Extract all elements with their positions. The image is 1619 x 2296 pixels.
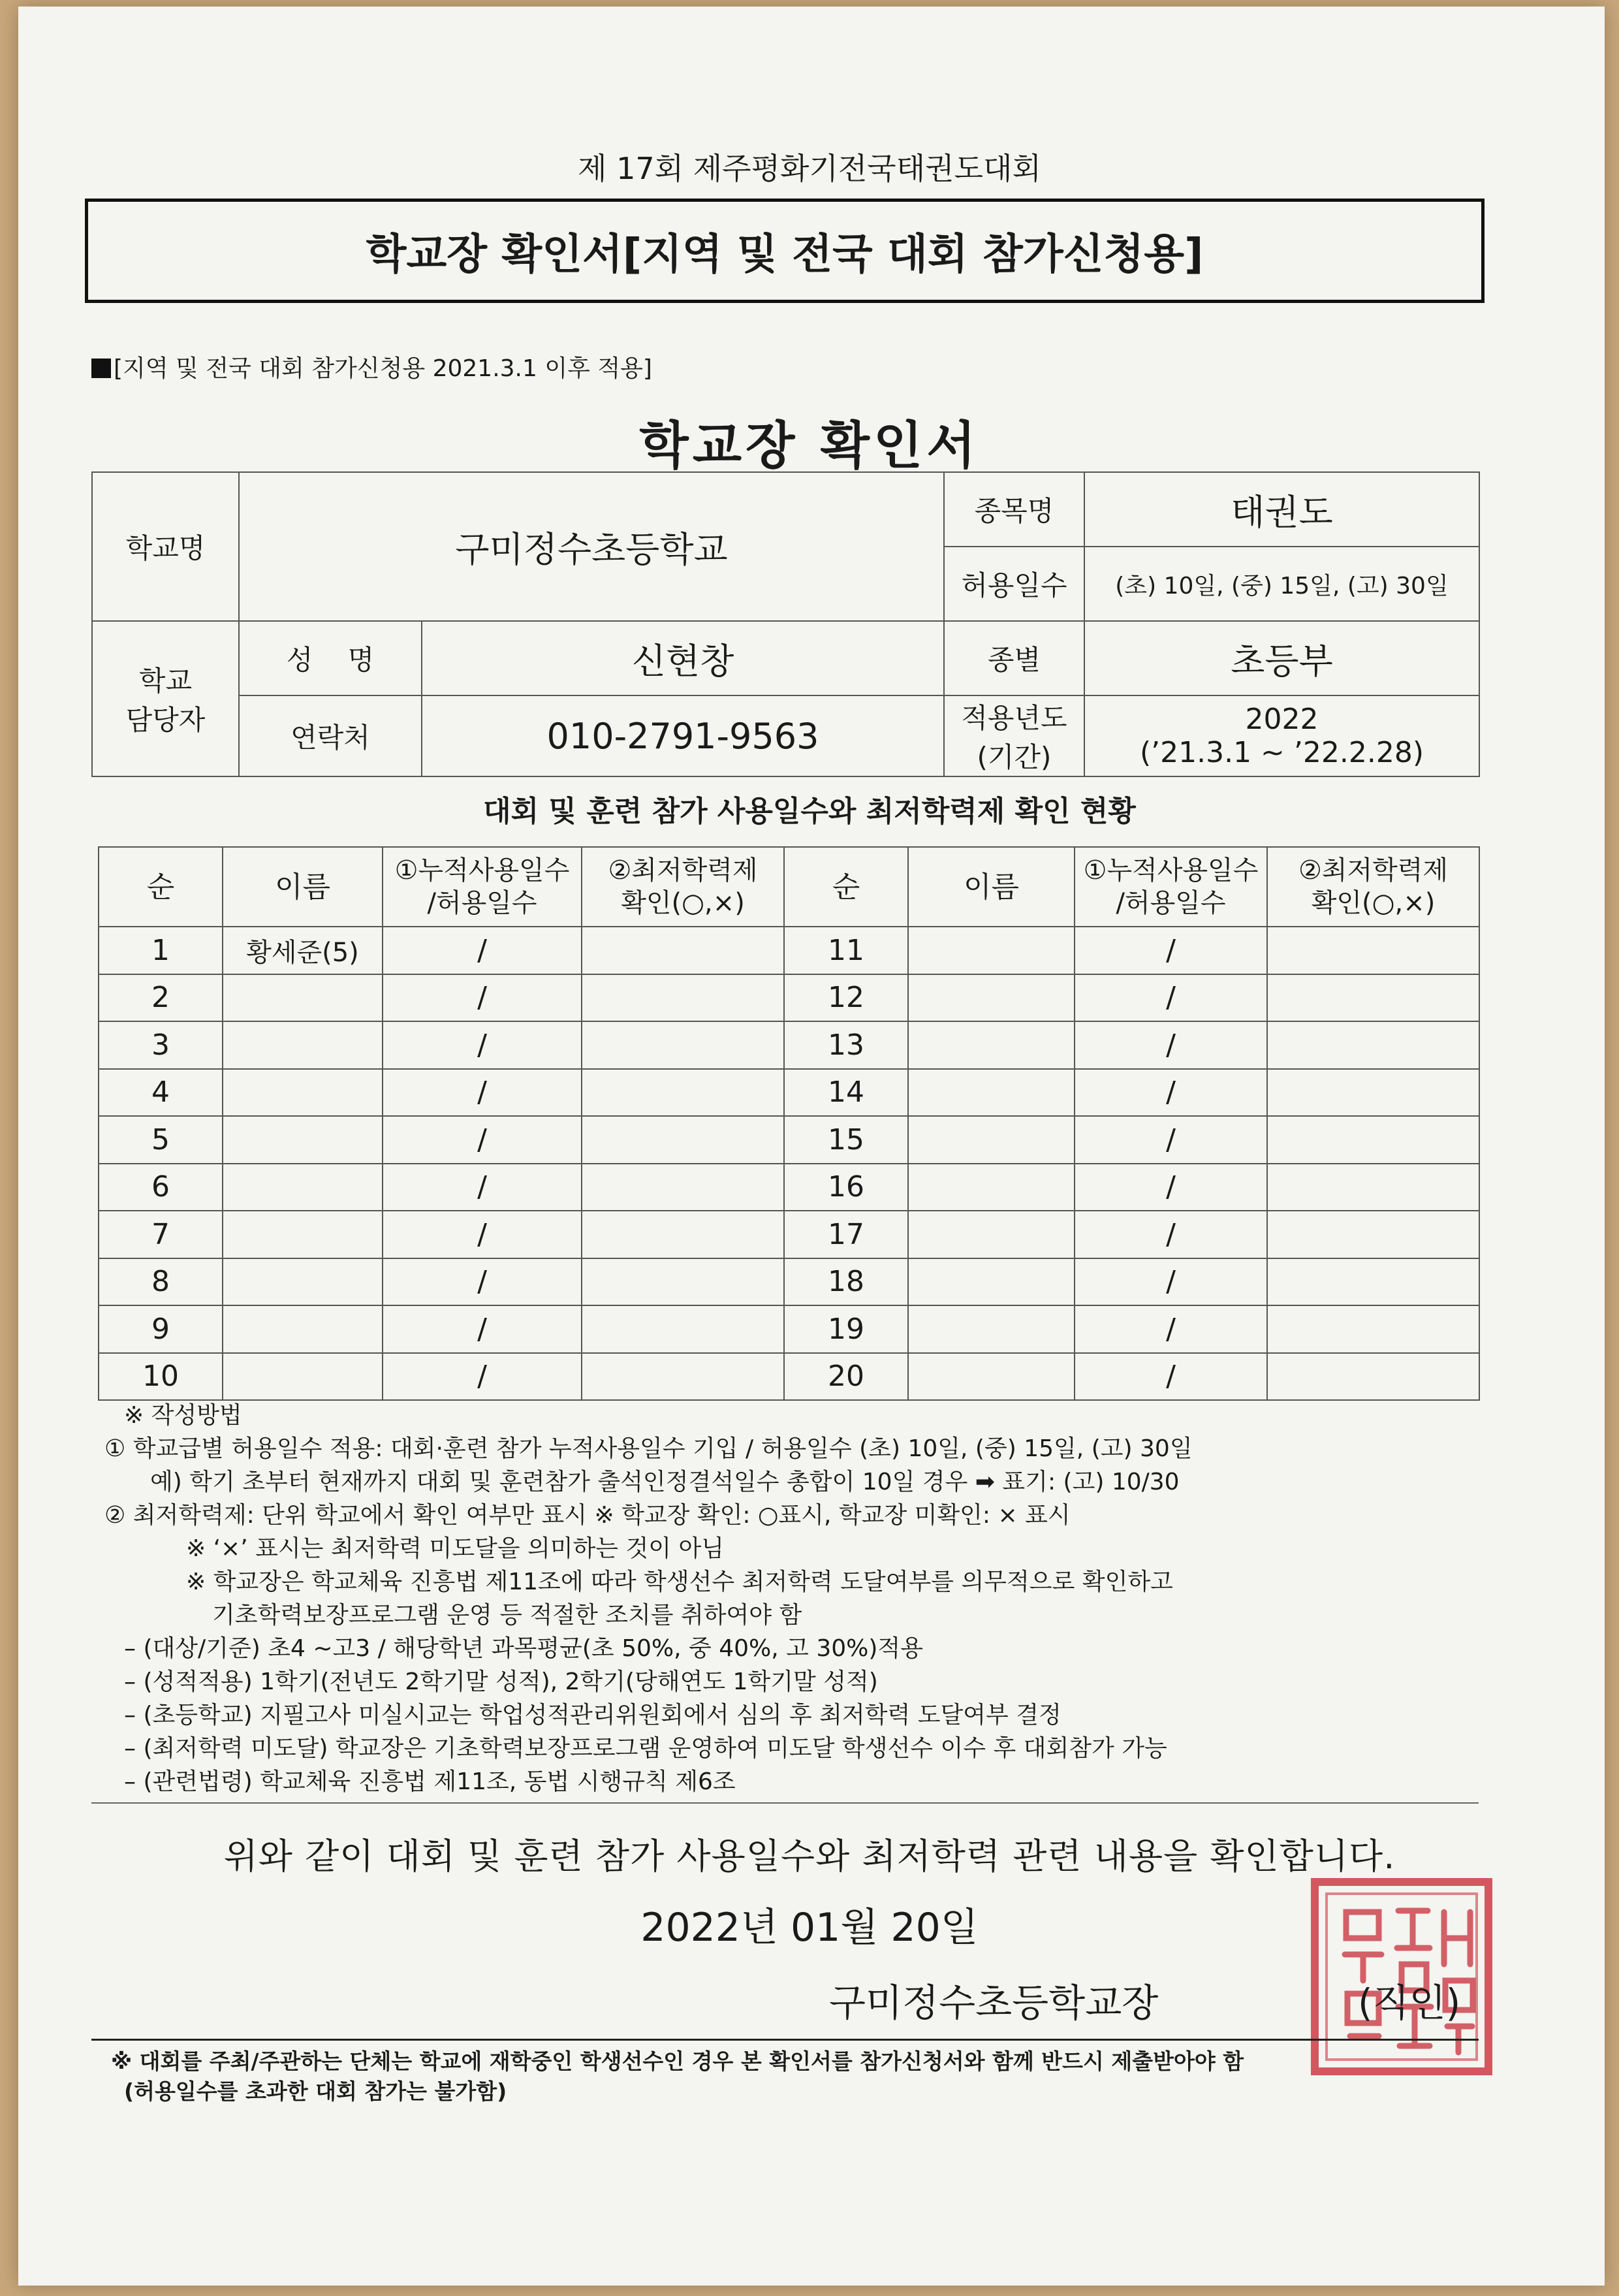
manager-name-value: 신현창 [422,621,944,695]
min-academic-check-cell [1267,1305,1479,1353]
min-academic-check-cell [582,1164,784,1211]
allowed-days-value: (초) 10일, (중) 15일, (고) 30일 [1084,547,1479,621]
detail-elementary: – (초등학교) 지필고사 미실시교는 학업성적관리위원회에서 심의 후 최저학력 도달여부 결정 [124,1702,1061,1729]
usage-days-cell: / [1075,1116,1267,1164]
school-manager-label [92,621,239,776]
usage-rows-left [99,927,784,1400]
table-row [784,1116,1479,1164]
student-name-cell: 황세준(5) [223,927,383,974]
row-number-cell: 7 [99,1211,223,1258]
footer-divider [91,2039,1479,2041]
table-row [784,974,1479,1022]
issue-date: 2022년 01월 20일 [640,1905,979,1951]
row-number-cell: 3 [99,1021,223,1069]
table-row [99,1164,784,1211]
table-row [99,1069,784,1117]
footer-line-2: (허용일수를 초과한 대회 참가는 불가함) [124,2079,507,2104]
confirmation-statement: 위와 같이 대회 및 훈련 참가 사용일수와 최저학력 관련 내용을 확인합니다. [223,1836,1396,1877]
usage-table-right [783,846,1480,1401]
usage-days-cell: / [1075,1211,1267,1258]
min-academic-check-cell [1267,1116,1479,1164]
detail-target: – (대상/기준) 초4 ~고3 / 해당학년 과목평균(초 50%, 중 40%, 고 30%)적용 [124,1635,923,1662]
row-number-cell: 9 [99,1305,223,1353]
min-academic-check-cell [582,1305,784,1353]
instruction-2-note-b: ※ 학교장은 학교체육 진흥법 제11조에 따라 학생선수 최저학력 도달여부를 의무적으로 확인하고 [186,1569,1173,1595]
school-name-value: 구미정수초등학교 [239,472,944,621]
row-number-cell: 11 [784,927,908,974]
detail-grades: – (성적적용) 1학기(전년도 2학기말 성적), 2학기(당해연도 1학기말 성적) [124,1668,878,1695]
student-name-cell [908,927,1075,974]
row-number-cell: 4 [99,1069,223,1117]
col-min-header [582,847,784,927]
document-title: 학교장 확인서 [639,417,980,475]
table-row [99,1021,784,1069]
event-title: 제 17회 제주평화기전국태권도대회 [578,151,1041,186]
row-number-cell: 15 [784,1116,908,1164]
table-row [99,974,784,1022]
min-academic-check-cell [582,1116,784,1164]
table-row [784,1164,1479,1211]
student-name-cell [223,974,383,1022]
usage-days-cell: / [383,1069,582,1117]
usage-days-cell: / [383,1164,582,1211]
student-name-cell [223,1069,383,1117]
usage-days-cell: / [1075,1305,1267,1353]
min-academic-check-cell [1267,1021,1479,1069]
student-name-cell [908,1258,1075,1306]
manager-label-line1: 학교 [138,665,193,697]
division-value: 초등부 [1084,621,1479,695]
min-academic-check-cell [582,1211,784,1258]
period-year: 2022 [1245,703,1319,736]
apply-note [91,350,652,383]
min-academic-check-cell [582,1069,784,1117]
min-academic-check-cell [582,927,784,974]
table-row [784,1211,1479,1258]
student-name-cell [223,1211,383,1258]
row-number-cell: 12 [784,974,908,1022]
row-number-cell: 13 [784,1021,908,1069]
table-row [784,1258,1479,1306]
min-academic-check-cell [1267,974,1479,1022]
row-number-cell: 8 [99,1258,223,1306]
usage-days-cell: / [383,1021,582,1069]
allowed-days-label: 허용일수 [944,547,1084,621]
divider [91,1802,1479,1804]
col-no-header: 순 [784,847,908,927]
min-academic-check-cell [1267,927,1479,974]
row-number-cell: 5 [99,1116,223,1164]
min-academic-check-cell [582,1258,784,1306]
table-row [784,927,1479,974]
apply-note-text: [지역 및 전국 대회 참가신청용 2021.3.1 이후 적용] [114,355,652,382]
table-row [99,927,784,974]
footer-note [111,2047,1495,2107]
manager-label-line2: 담당자 [125,704,206,736]
col-name-header: 이름 [223,847,383,927]
instruction-2: ② 최저학력제: 단위 학교에서 확인 여부만 표시 ※ 학교장 확인: ○표시, 학교장 미확인: × 표시 [104,1502,1071,1529]
instructions [104,1399,1501,1798]
sport-value: 태권도 [1084,472,1479,547]
instruction-1-example: 예) 학기 초부터 현재까지 대회 및 훈련참가 출석인정결석일수 총합이 10일 경우 ➡ 표기: (고) 10/30 [150,1469,1180,1495]
student-name-cell [223,1164,383,1211]
col-days-header [1075,847,1267,927]
table-row [99,1353,784,1401]
min-academic-check-cell [1267,1211,1479,1258]
table-row [784,1021,1479,1069]
period-label [944,695,1084,776]
min-academic-check-cell [1267,1069,1479,1117]
row-number-cell: 10 [99,1353,223,1401]
min-header-line2: 확인(○,×) [621,888,745,918]
usage-days-cell: / [383,1116,582,1164]
col-name-header: 이름 [908,847,1075,927]
period-range: (’21.3.1 ~ ’22.2.28) [1139,736,1424,769]
row-number-cell: 16 [784,1164,908,1211]
student-name-cell [908,1353,1075,1401]
period-label-line2: (기간) [977,741,1052,773]
usage-rows-right [784,927,1479,1400]
table-row [99,1258,784,1306]
table-row [784,1305,1479,1353]
student-name-cell [908,1116,1075,1164]
instruction-1: ① 학교급별 허용일수 적용: 대회·훈련 참가 누적사용일수 기입 / 허용일수 (초) 10일, (중) 15일, (고) 30일 [104,1435,1193,1462]
student-name-cell [908,1211,1075,1258]
contact-value: 010-2791-9563 [422,695,944,776]
min-academic-check-cell [1267,1353,1479,1401]
student-name-cell [223,1116,383,1164]
usage-days-cell: / [383,1353,582,1401]
division-label: 종별 [944,621,1084,695]
days-header-line2: /허용일수 [1116,888,1226,918]
section-title: 대회 및 훈련 참가 사용일수와 최저학력제 확인 현황 [483,795,1136,828]
student-name-cell [223,1258,383,1306]
contact-label: 연락처 [239,695,422,776]
col-no-header: 순 [99,847,223,927]
min-academic-check-cell [1267,1258,1479,1306]
usage-days-cell: / [1075,1164,1267,1211]
student-name-cell [908,1069,1075,1117]
min-academic-check-cell [582,1353,784,1401]
days-header-line2: /허용일수 [427,888,537,918]
table-row [784,1069,1479,1117]
principal-title: 구미정수초등학교장 [829,1981,1159,2025]
usage-days-cell: / [383,1211,582,1258]
min-academic-check-cell [582,974,784,1022]
usage-days-cell: / [383,1258,582,1306]
usage-days-cell: / [383,974,582,1022]
detail-below-min: – (최저학력 미도달) 학교장은 기초학력보장프로그램 운영하여 미도달 학생선수 이수 후 대회참가 가능 [124,1735,1167,1762]
student-name-cell [908,974,1075,1022]
min-academic-check-cell [1267,1164,1479,1211]
min-header-line1: ②최저학력제 [1298,855,1449,885]
footer-line-1: ※ 대회를 주최/주관하는 단체는 학교에 재학중인 학생선수인 경우 본 확인서를 참가신청서와 함께 반드시 제출받아야 함 [111,2049,1244,2074]
student-name-cell [223,1021,383,1069]
form-title-box [85,199,1485,303]
detail-law: – (관련법령) 학교체육 진흥법 제11조, 동법 시행규칙 제6조 [124,1768,736,1795]
usage-days-cell: / [383,927,582,974]
square-bullet-icon [91,359,111,378]
usage-days-cell: / [1075,1069,1267,1117]
usage-days-cell: / [1075,1021,1267,1069]
row-number-cell: 18 [784,1258,908,1306]
row-number-cell: 20 [784,1353,908,1401]
school-info-table [91,471,1480,777]
row-number-cell: 2 [99,974,223,1022]
usage-days-cell: / [383,1305,582,1353]
instructions-heading: ※ 작성방법 [124,1402,242,1429]
table-row [99,1211,784,1258]
min-header-line2: 확인(○,×) [1311,888,1436,918]
student-name-cell [223,1305,383,1353]
row-number-cell: 6 [99,1164,223,1211]
table-row [784,1353,1479,1401]
table-row [99,1116,784,1164]
min-academic-check-cell [582,1021,784,1069]
usage-table-left [98,846,785,1401]
student-name-cell [223,1353,383,1401]
instruction-2-note-c: 기초학력보장프로그램 운영 등 적절한 조치를 취하여야 함 [212,1602,802,1629]
row-number-cell: 14 [784,1069,908,1117]
usage-days-cell: / [1075,1258,1267,1306]
student-name-cell [908,1021,1075,1069]
name-label: 성 명 [239,621,422,695]
student-name-cell [908,1164,1075,1211]
days-header-line1: ①누적사용일수 [1083,855,1259,885]
min-header-line1: ②최저학력제 [608,855,758,885]
sport-label: 종목명 [944,472,1084,547]
student-name-cell [908,1305,1075,1353]
usage-days-cell: / [1075,974,1267,1022]
usage-days-cell: / [1075,1353,1267,1401]
usage-days-cell: / [1075,927,1267,974]
instruction-2-note-a: ※ ‘×’ 표시는 최저학력 미도달을 의미하는 것이 아님 [186,1535,725,1562]
row-number-cell: 17 [784,1211,908,1258]
period-label-line1: 적용년도 [961,702,1067,734]
col-min-header [1267,847,1479,927]
row-number-cell: 19 [784,1305,908,1353]
days-header-line1: ①누적사용일수 [394,855,570,885]
form-title: 학교장 확인서[지역 및 전국 대회 참가신청용] [366,231,1204,279]
school-name-label: 학교명 [92,472,239,621]
period-value [1084,695,1479,776]
col-days-header [383,847,582,927]
row-number-cell: 1 [99,927,223,974]
seal-label: (직인) [1358,1981,1461,2025]
table-row [99,1305,784,1353]
